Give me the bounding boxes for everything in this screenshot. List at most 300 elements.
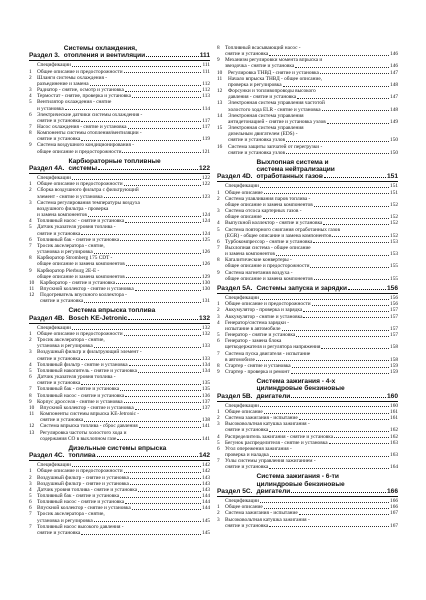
toc-entry (29, 292, 210, 304)
entry-page-number: 147 (390, 94, 398, 101)
entry-line-text: Спецификации (37, 62, 72, 69)
entry-number: 4 (29, 486, 32, 493)
entry-line: Вентилятор охлаждения - снятие (37, 99, 112, 106)
section-page-number: 156 (386, 284, 398, 292)
entry-number: 6 (217, 445, 220, 452)
section-title-text: отработанных газов (256, 173, 323, 181)
toc-entry (217, 125, 398, 143)
entry-line-text: звездочка - снятие и установка (225, 63, 295, 70)
entry-line-text: общее описание и замена компонентов (37, 261, 125, 268)
toc-section (29, 158, 210, 305)
section-title-line: Дизельные системы впрыска (68, 444, 167, 452)
entry-line-text: Спецификации (37, 324, 72, 331)
entry-text (40, 411, 210, 423)
toc-section (217, 473, 398, 528)
entry-text (37, 524, 210, 536)
entry-number: 2 (217, 195, 220, 202)
leader-dots (295, 67, 389, 68)
entry-text (228, 113, 398, 125)
entry-number: 3 (29, 199, 32, 206)
entry-text (228, 100, 398, 112)
entry-line: Шланги системы охлаждения - (37, 74, 107, 81)
leader-dots (313, 242, 389, 243)
entry-page-number: 155 (390, 275, 398, 282)
entry-line-text: снятие и установка (37, 355, 81, 362)
entry-page-number: 152 (390, 214, 398, 221)
entry-page-number: 156 (390, 301, 398, 308)
entry-number: 2 (29, 74, 32, 81)
entry-text (37, 337, 210, 349)
section-title-line (256, 488, 398, 495)
entry-line-text: установка и регулировка (37, 517, 93, 524)
entry-line-text: Датчик уровня топлива - снятие и установка (37, 486, 138, 493)
section-title-text: топлива (68, 452, 96, 460)
entry-line-text: и замена компонентов (225, 251, 275, 258)
entry-text (225, 196, 398, 208)
leader-dots (292, 367, 389, 368)
section-title-text: системы (68, 164, 98, 172)
leader-dots (312, 305, 389, 306)
entry-line-text: снятие и установка (37, 529, 81, 536)
entry-page-number: 157 (390, 307, 398, 314)
entry-text (225, 351, 398, 363)
leader-dots (332, 236, 389, 237)
entry-page-number: 142 (202, 462, 210, 469)
leader-dots (81, 121, 201, 122)
leader-dots (88, 216, 201, 217)
toc-section (217, 285, 398, 375)
toc-entry (217, 245, 398, 257)
section-title-text: Bosch KE-Jetronic (68, 314, 128, 322)
entry-line-text: Карбюратор - снятие и установка (40, 279, 116, 286)
entry-number: 13 (29, 429, 35, 436)
entry-number: 3 (29, 349, 32, 356)
entry-number: 7 (29, 123, 32, 130)
leader-dots (321, 348, 389, 349)
leader-dots (269, 55, 389, 56)
toc-section (29, 307, 210, 441)
entry-page-number: 133 (202, 355, 210, 362)
entry-page-number: 123 (202, 193, 210, 200)
section-title-text: отопления и вентиляции (63, 52, 146, 60)
entry-line (225, 523, 398, 529)
section-rule (217, 496, 398, 497)
entry-line-text: общее описание и замена компонентов (37, 273, 125, 280)
entry-number: 2 (29, 337, 32, 344)
entry-line-text: и замена компонентов (37, 212, 87, 219)
entry-text (225, 446, 398, 458)
entry-number: 10 (217, 69, 223, 76)
toc-entry (29, 268, 210, 280)
leader-dots (297, 98, 389, 99)
entry-page-number: 130 (202, 279, 210, 286)
entry-line: Тросик акселератора - снятие, (37, 242, 105, 249)
entry-page-number: 117 (202, 117, 210, 124)
entry-number: 3 (217, 516, 220, 523)
entry-page-number: 125 (202, 236, 210, 243)
section-title-line: Системы охлаждения, (63, 45, 137, 52)
entry-page-number: 129 (202, 273, 210, 280)
entry-text (225, 458, 398, 470)
toc-entry (217, 257, 398, 269)
entry-line-text: Бегунок распределителя - снятие и установка (225, 439, 328, 446)
entry-text (225, 338, 398, 350)
toc-entry (29, 524, 210, 536)
entry-text (37, 255, 210, 267)
entry-number: 3 (217, 208, 220, 215)
entry-line (225, 369, 398, 375)
entry-line-text: Топливный бак - снятие и установка (37, 236, 120, 243)
entry-number: 14 (217, 112, 223, 119)
entry-page-number: 146 (390, 51, 398, 58)
entry-line-text: Общее описание и предосторожности (37, 68, 123, 75)
entry-line: Система повторного сжигания отработанных газов (225, 226, 340, 233)
entry-text (37, 130, 210, 142)
leader-dots (283, 86, 389, 87)
entry-line: Компоненты системы отопления/вентиляции - (37, 130, 142, 137)
entry-text (37, 142, 210, 154)
entry-number: 7 (217, 244, 220, 251)
section-rule (29, 173, 210, 174)
leader-dots (120, 497, 201, 498)
entry-line-text: снятие и установка (225, 522, 269, 529)
entry-text (225, 320, 398, 332)
entry-number: 3 (29, 87, 32, 94)
entry-number: 15 (217, 125, 223, 132)
entry-page-number: 113 (202, 93, 210, 100)
entry-page-number: 131 (202, 298, 210, 305)
entry-page-number: 122 (202, 175, 210, 182)
entry-line-text: снятие и установка (37, 380, 81, 387)
entry-line-text: Насос охлаждения - снятие и установка (37, 123, 127, 130)
leader-dots (135, 290, 201, 291)
leader-dots (314, 279, 389, 280)
entry-number: 4 (217, 220, 220, 227)
entry-number: 7 (217, 350, 220, 357)
entry-line-text: Топливный насос - снятие и установка (37, 392, 125, 399)
entry-page-number: 114 (202, 105, 210, 112)
leader-dots (138, 491, 201, 492)
entry-number: 10 (29, 404, 35, 411)
entry-line-text: Общее описание и предосторожности (225, 301, 311, 308)
entry-page-number: 134 (202, 367, 210, 374)
entry-line: Система отсоса картерных газов - (225, 208, 302, 215)
section-title-line (64, 52, 210, 59)
entry-line: воздушного фильтра - проверка (37, 205, 109, 212)
entry-line: Система улавливания паров топлива - (225, 195, 311, 202)
entry-number: 12 (217, 88, 223, 95)
entry-number: 1 (29, 331, 32, 337)
toc-entry (217, 270, 398, 282)
leader-dots (84, 302, 201, 303)
section-rule (217, 401, 398, 402)
entry-number: 2 (217, 510, 220, 517)
leader-dots (269, 431, 389, 432)
entry-text (37, 511, 210, 523)
toc-entry (217, 369, 398, 375)
section-title-line: Выхлопная система и (256, 158, 329, 166)
entry-text (37, 200, 210, 218)
entry-line-text: общее описание (225, 214, 262, 221)
entry-page-number: 166 (390, 504, 398, 511)
section-title-line: цилиндровые бензиновые (256, 385, 345, 393)
section-title-line (68, 452, 210, 459)
entry-number: 2 (217, 307, 220, 314)
entry-number: 7 (217, 458, 220, 465)
entry-number: 7 (29, 523, 32, 530)
leader-dots (122, 152, 201, 153)
toc-entry (29, 187, 210, 199)
entry-line: Высоковольтная катушка зажигания - (225, 516, 310, 523)
entry-page-number: 134 (202, 361, 210, 368)
entry-page-number: 143 (202, 474, 210, 481)
leader-dots (286, 153, 389, 154)
entry-line-text: и установка (37, 105, 64, 112)
entry-number: 4 (29, 93, 32, 100)
leader-dots (124, 72, 202, 73)
entry-page-number: 152 (390, 220, 398, 227)
section-title-text: Системы запуска и зарядки (256, 284, 347, 292)
leader-dots (129, 365, 201, 366)
entry-number: 6 (29, 236, 32, 243)
section-title-line: Система зажигания - 4-х (256, 378, 336, 386)
toc-entry (29, 99, 210, 111)
leader-dots (138, 372, 201, 373)
leader-dots (263, 218, 389, 219)
leader-dots (72, 329, 201, 330)
entry-text (225, 369, 398, 375)
section-title-line: цилиндровые бензиновые (256, 480, 345, 488)
entry-line: Подогреватель впускного коллектора - (40, 292, 127, 299)
entry-number: 8 (217, 257, 220, 264)
section-page-number: 160 (386, 392, 398, 400)
entry-line: Регулировка частоты холостого хода и (40, 429, 127, 436)
entry-page-number: 124 (202, 212, 210, 219)
section-title (256, 473, 398, 495)
entry-line: Система регулирования температуры воздуха (37, 199, 140, 206)
leader-dots (291, 492, 386, 493)
entry-page-number: 163 (390, 439, 398, 446)
entry-page-number: 162 (390, 427, 398, 434)
entry-line-text: Радиатор - снятие, осмотр и установка (37, 87, 124, 94)
entry-line-text: Спецификации (225, 498, 260, 505)
entry-line: Механизм регулировки момента впрыска и (225, 57, 323, 64)
leader-dots (264, 193, 389, 194)
toc-entry (217, 458, 398, 470)
entry-page-number: 160 (390, 402, 398, 409)
entry-page-number: 167 (390, 522, 398, 529)
section-title (68, 445, 210, 459)
entry-page-number: 148 (390, 81, 398, 88)
entry-line: Система нагнетания воздуха - (225, 269, 293, 276)
leader-dots (126, 265, 201, 266)
entry-number: 6 (29, 111, 32, 118)
entry-line-text: снятие и установка (37, 117, 81, 124)
entry-text (40, 292, 210, 304)
leader-dots (72, 66, 201, 67)
entry-page-number: 149 (390, 118, 398, 125)
entry-line-text: установка и регулировка (37, 249, 93, 256)
section-page-number: 111 (199, 52, 210, 60)
toc-entry (217, 100, 398, 112)
leader-dots (120, 390, 201, 391)
entry-page-number: 164 (390, 464, 398, 471)
toc-entry (29, 200, 210, 218)
entry-line-text: давления - снятие и установка (228, 94, 297, 101)
entry-line-text: Распределитель зажигания - снятие и установка (225, 433, 334, 440)
toc-entry (29, 255, 210, 267)
entry-line-text: испытание в автомобиле (225, 325, 281, 332)
leader-dots (269, 468, 389, 469)
entry-line-text: элемент - снятие и установка (37, 193, 103, 200)
leader-dots (135, 409, 201, 410)
entry-line-text: снятие и установка узлов (228, 137, 286, 144)
entry-line-text: Стартер - проверка и ремонт (225, 369, 290, 375)
entry-line-text: (EGR) - общее описание и замена компонентов (225, 232, 332, 239)
entry-line: дизельным двигателем (EDS) - (228, 131, 298, 138)
section-heading (217, 378, 398, 400)
entry-text (225, 245, 398, 257)
leader-dots (81, 359, 201, 360)
entry-line-text: Система зажигания - испытание (225, 510, 298, 517)
section-title-line (68, 315, 210, 322)
leader-dots (303, 317, 389, 318)
entry-line-text: Система зажигания - испытание (225, 415, 298, 422)
leader-dots (327, 123, 389, 124)
entry-page-number: 122 (202, 181, 210, 188)
entry-number: 4 (29, 218, 32, 225)
entry-number: 9 (29, 142, 32, 149)
section-title-line (256, 393, 398, 400)
section-heading (29, 445, 210, 459)
entry-line-text: Аккумулятор - снятие и установка (225, 313, 303, 320)
toc-entry (29, 112, 210, 124)
toc-entry (217, 88, 398, 100)
entry-page-number: 132 (202, 324, 210, 331)
leader-dots (125, 503, 201, 504)
entry-number: 4 (217, 433, 220, 440)
section-title (256, 378, 398, 400)
entry-line (37, 149, 210, 155)
section-number: Раздел 4С. (29, 452, 65, 460)
entry-text (225, 208, 398, 220)
entry-page-number: 150 (390, 149, 398, 156)
entry-number: 11 (29, 285, 35, 292)
entry-page-number: 152 (390, 232, 398, 239)
section-heading (217, 473, 398, 495)
entry-text (225, 227, 398, 239)
entry-page-number: 151 (390, 189, 398, 196)
section-heading (217, 285, 398, 292)
entry-line: Система защиты запчатей от перегрузки - (228, 143, 323, 150)
toc-entry (217, 196, 398, 208)
entry-page-number: 143 (202, 480, 210, 487)
section-title (64, 45, 210, 59)
entry-page-number: 124 (202, 230, 210, 237)
entry-page-number: 119 (202, 136, 210, 143)
entry-line-text: общее описание и предосторожности (225, 263, 310, 270)
section-title-line: Система впрыска топлива (68, 307, 156, 315)
section-heading (217, 159, 398, 181)
section-number: Раздел 5С. (217, 487, 253, 495)
entry-page-number: 153 (390, 251, 398, 258)
entry-page-number: 111 (202, 68, 210, 75)
section-number: Раздел 4D. (217, 173, 253, 181)
entry-line-text: щеткодержателя и регулятора напряжения (225, 344, 321, 351)
leader-dots (94, 347, 201, 348)
entry-line: Датчик указателя уровня топлива - (37, 224, 116, 231)
leader-dots (260, 502, 389, 503)
entry-line-text: Спецификации (37, 175, 72, 182)
leader-dots (303, 311, 389, 312)
entry-line: Сборка воздушного фильтра с фильтрующий (37, 187, 139, 194)
entry-line (225, 464, 398, 470)
entry-line-text: проверка и наладка (225, 452, 269, 459)
entry-number: 1 (29, 468, 32, 475)
entry-page-number: 136 (202, 392, 210, 399)
leader-dots (264, 413, 389, 414)
entry-number: 9 (217, 369, 220, 375)
leader-dots (329, 443, 389, 444)
entry-page-number: 133 (202, 343, 210, 350)
entry-page-number: 144 (202, 505, 210, 512)
leader-dots (81, 234, 201, 235)
entry-page-number: 158 (390, 344, 398, 351)
leader-dots (94, 253, 201, 254)
leader-dots (125, 396, 201, 397)
entry-line: Карбюратор Pierburg 2E-E - (37, 267, 100, 274)
entry-number: 5 (29, 224, 32, 231)
entry-page-number: 157 (390, 332, 398, 339)
entry-line (228, 150, 398, 156)
entry-number: 6 (29, 499, 32, 506)
entry-line: Датчик указателя уровня топлива - (37, 374, 116, 381)
entry-number: 3 (29, 480, 32, 487)
leader-dots (124, 472, 201, 473)
leader-dots (324, 177, 386, 178)
entry-line: Начало впрыска ТНВД - общее описание, (228, 75, 322, 82)
section-number: Раздел 4А. (29, 164, 65, 172)
leader-dots (334, 437, 389, 438)
entry-line: Тросик акселератора - снятие, (37, 337, 105, 344)
entry-line: Карбюратор Stromberg 175 CDT - (37, 255, 113, 262)
section-number: Раздел 5В. (217, 392, 253, 400)
entry-text (228, 125, 398, 143)
leader-dots (260, 187, 389, 188)
entry-text (37, 224, 210, 236)
leader-dots (98, 169, 198, 170)
entry-page-number: 155 (390, 263, 398, 270)
entry-page-number: 137 (202, 404, 210, 411)
entry-line: Электронная система управления (228, 125, 304, 132)
entry-line-text: Турбокомпрессор - снятие и установка (225, 238, 313, 245)
entry-line-text: Стартер - снятие и установка (225, 362, 291, 369)
section-number: Раздел 3. (29, 52, 60, 60)
leader-dots (139, 427, 201, 428)
section-page-number: 132 (198, 314, 210, 322)
entry-line-text: снятие и установка (225, 51, 269, 58)
entry-line-text: Впускной коллектор - снятие и установка (40, 404, 134, 411)
entry-number: 7 (29, 386, 32, 393)
entry-number: 1 (29, 181, 32, 188)
leader-dots (296, 336, 389, 337)
entry-page-number: 161 (390, 415, 398, 422)
entry-number: 8 (29, 130, 32, 137)
toc-entry (217, 45, 398, 57)
entry-page-number: 135 (202, 386, 210, 393)
toc-entry (29, 224, 210, 236)
entry-line: Электронная система управления (228, 112, 304, 119)
